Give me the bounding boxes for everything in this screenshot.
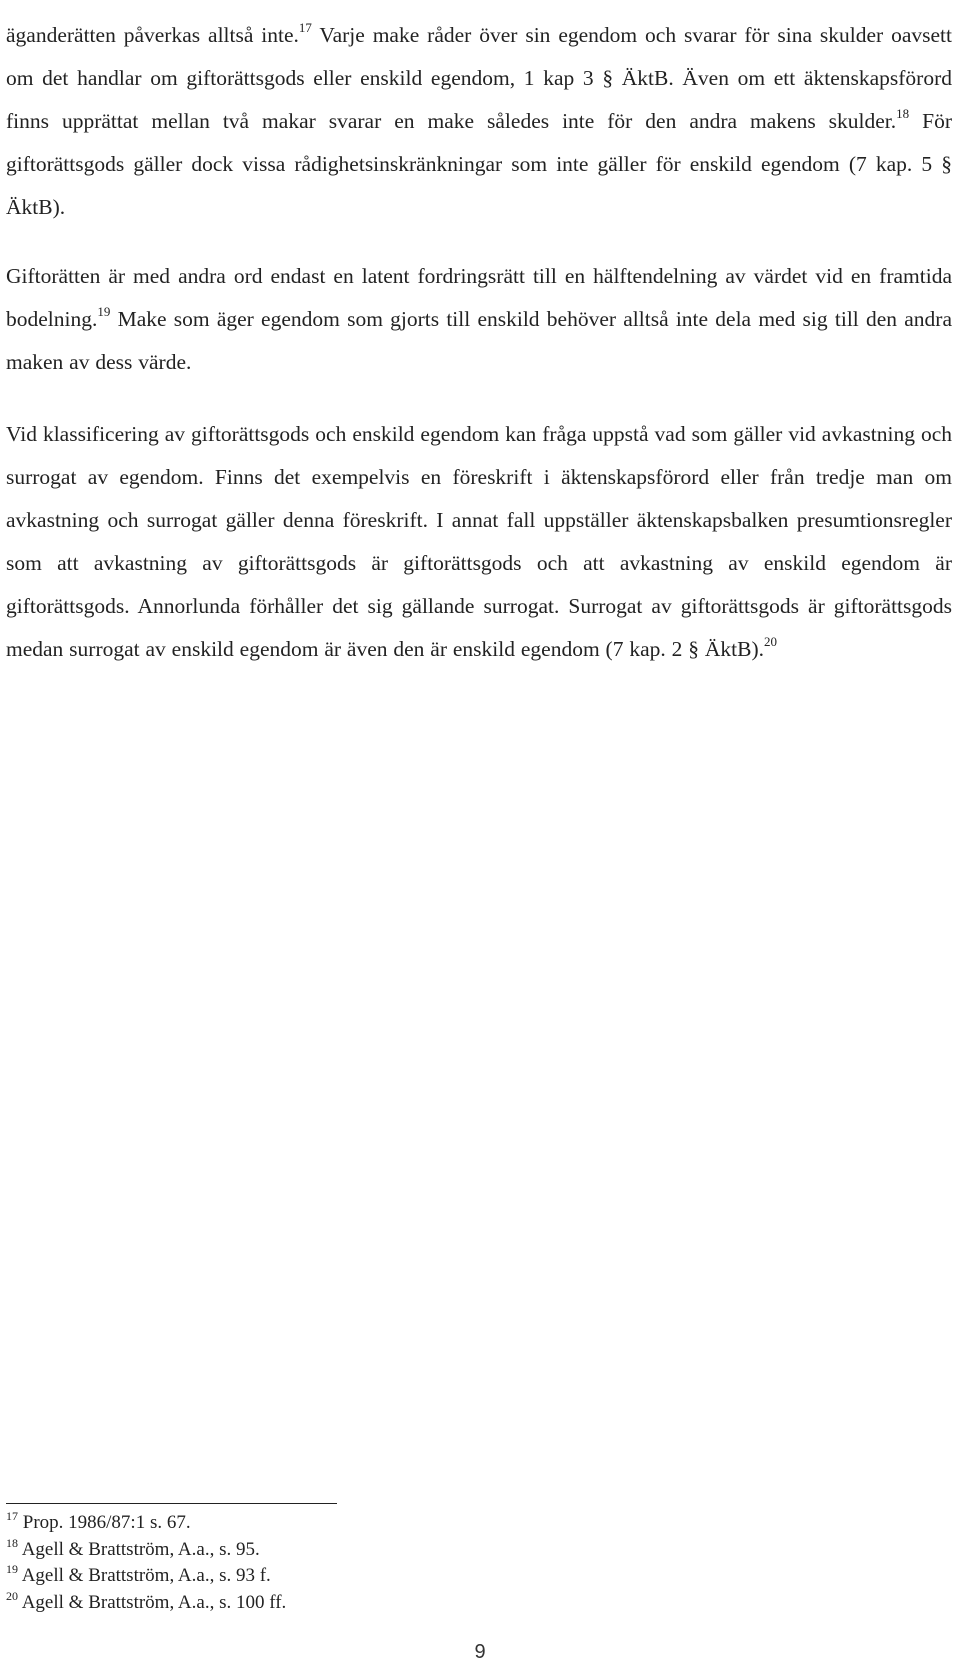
- paragraph-text: Make som äger egendom som gjorts till enskild behöver alltså inte dela med sig till den andra maken av dess värde.: [6, 306, 952, 374]
- footnote-item: [6, 1563, 606, 1590]
- footnote-number: 19: [6, 1562, 18, 1576]
- footnote-text: Agell & Brattström, A.a., s. 93 f.: [18, 1565, 271, 1586]
- footnotes-section: [6, 1510, 606, 1616]
- paragraph-text: äganderätten påverkas alltså inte.: [6, 22, 299, 47]
- footnote-text: Prop. 1986/87:1 s. 67.: [18, 1512, 191, 1533]
- footnote-number: 18: [6, 1535, 18, 1550]
- paragraph-text: För giftorättsgods gäller dock vissa rådighetsinskränkningar som inte gäller för enskild egendom (7 kap. 5 § ÄktB).: [6, 108, 952, 219]
- paragraph-text: Giftorätten är med andra ord endast en latent fordringsrätt till en hälftendelning av värdet vid en framtida bodelning.: [6, 263, 952, 331]
- body-paragraph: [6, 14, 952, 229]
- footnote-item: [6, 1510, 606, 1537]
- footnote-reference[interactable]: 18: [896, 105, 910, 121]
- footnote-number: 20: [6, 1588, 18, 1603]
- body-paragraph: [6, 413, 952, 671]
- footnote-item: [6, 1590, 606, 1617]
- footnote-reference[interactable]: 17: [298, 19, 312, 35]
- footnote-text: Agell & Brattström, A.a., s. 100 ff.: [18, 1591, 287, 1613]
- paragraph-text: Varje make råder över sin egendom och svarar för sina skulder oavsett om det handlar om giftorättsgods eller enskild egendom, 1 kap 3 § ÄktB. Även om ett äktenskapsförord finns upprättat mellan två makar svarar en make således inte för den andra makens skulder.: [6, 22, 952, 133]
- paragraph-text: Vid klassificering av giftorättsgods och enskild egendom kan fråga uppstå vad som gäller vid avkastning och surrogat av egendom. Finns det exempelvis en föreskrift i äktenskapsförord eller från tredje man om avkastning och surrogat gäller denna föreskrift. I annat fall uppställer äktenskapsbalken presumtionsregler som att avkastning av giftorättsgods är giftorättsgods och att avkastning av enskild egendom är giftorättsgods. Annorlunda förhåller det sig gällande surrogat. Surrogat av giftorättsgods är giftorättsgods medan surrogat av enskild egendom är även den är enskild egendom (7 kap. 2 § ÄktB).: [6, 421, 952, 661]
- footnote-separator: [6, 1503, 337, 1504]
- footnote-item: [6, 1537, 606, 1564]
- footnote-text: Agell & Brattström, A.a., s. 95.: [18, 1538, 260, 1560]
- body-paragraph: [6, 255, 952, 384]
- footnote-reference[interactable]: 19: [97, 303, 111, 319]
- page-number: 9: [474, 1641, 486, 1663]
- footnote-number: 17: [6, 1509, 18, 1523]
- footnote-reference[interactable]: 20: [764, 633, 777, 649]
